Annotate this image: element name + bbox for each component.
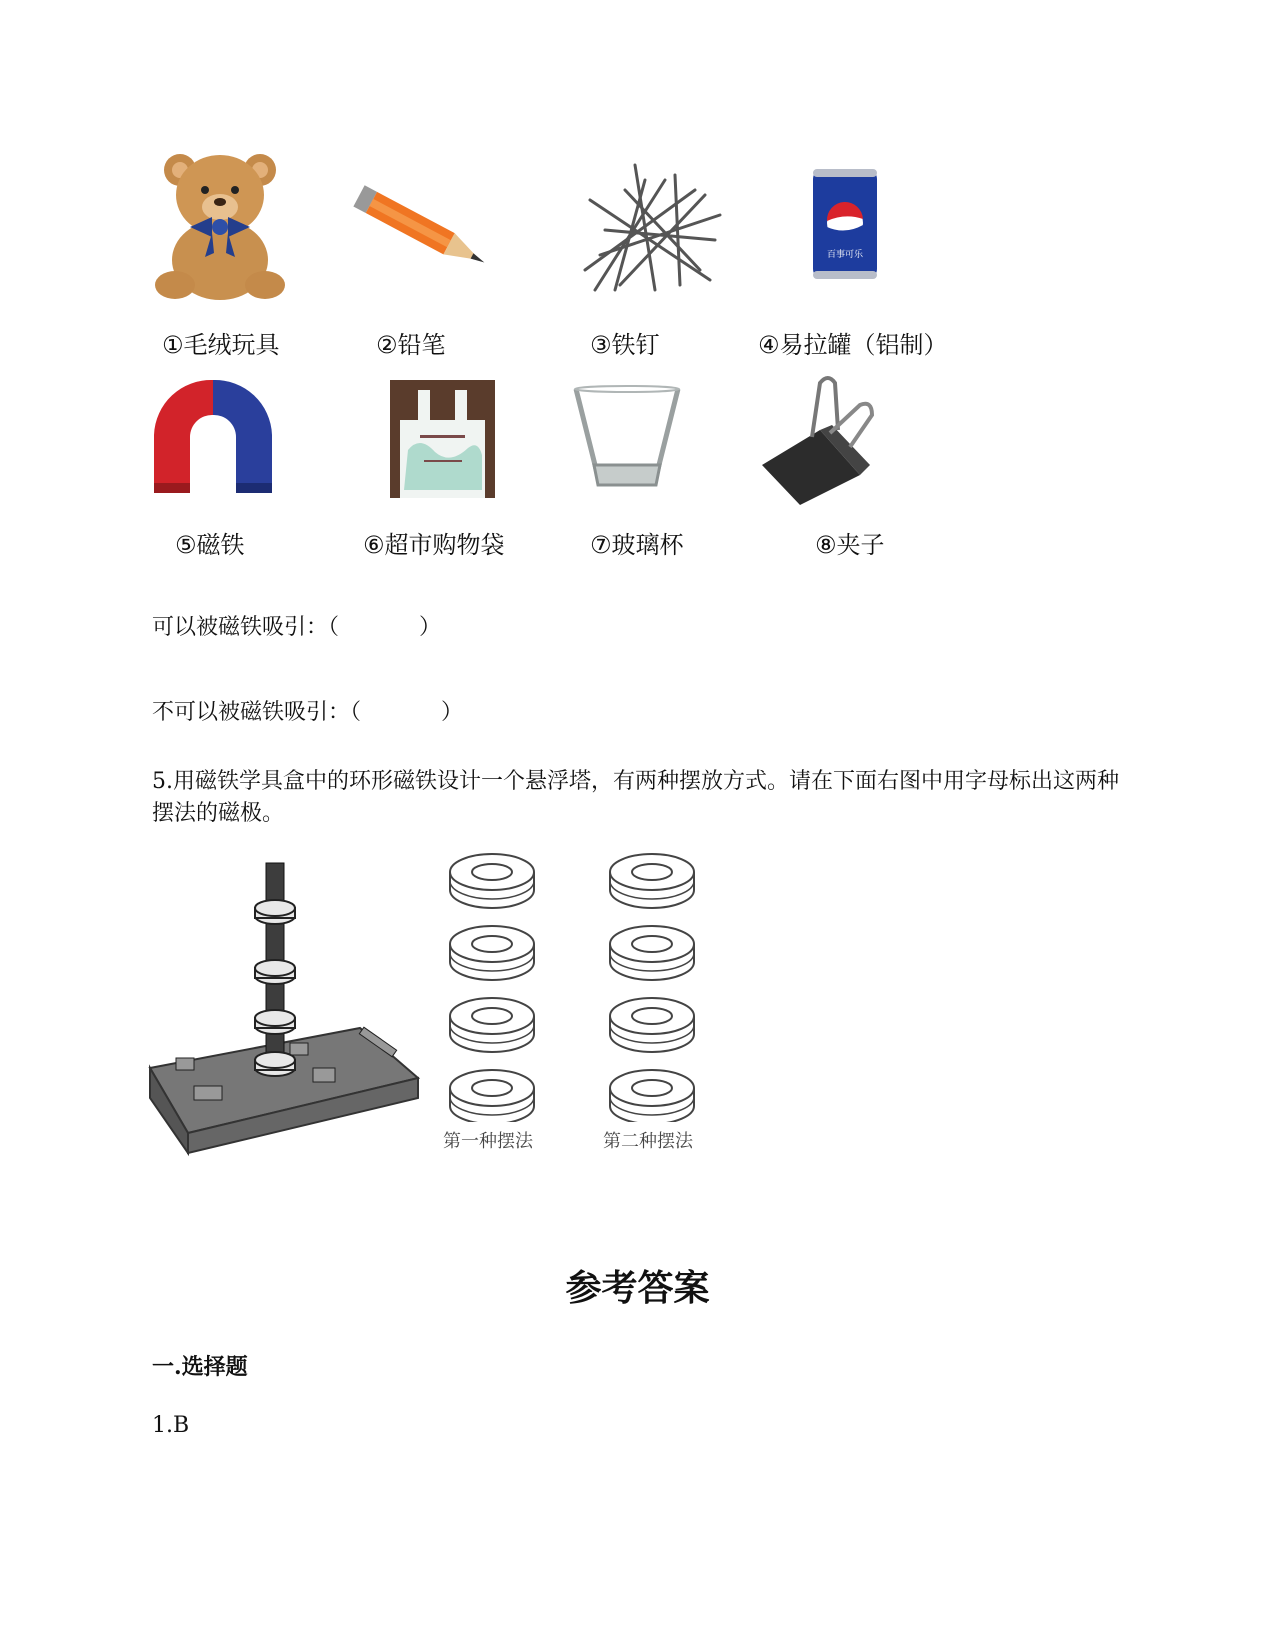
levitation-tower-image bbox=[148, 858, 428, 1158]
not-attract-label: 不可以被磁铁吸引：（ bbox=[152, 700, 362, 725]
attract-line bbox=[152, 610, 441, 641]
ring-stack-second-arrangement bbox=[608, 852, 708, 1122]
caption-magnet: ⑤磁铁 bbox=[175, 531, 245, 559]
teddy-bear-image bbox=[150, 145, 290, 305]
caption-clip: ⑧夹子 bbox=[815, 531, 885, 559]
caption-can: ④易拉罐（铝制） bbox=[758, 331, 948, 359]
not-attract-close: ） bbox=[441, 700, 464, 725]
caption-teddy: ①毛绒玩具 bbox=[162, 331, 280, 359]
iron-nails-image bbox=[575, 160, 725, 300]
horseshoe-magnet-image bbox=[148, 375, 278, 500]
glass-cup-image bbox=[572, 385, 682, 495]
caption-glass: ⑦玻璃杯 bbox=[590, 531, 684, 559]
caption-pencil: ②铅笔 bbox=[376, 331, 446, 359]
shopping-bag-image bbox=[390, 380, 495, 498]
question-5-text: 5.用磁铁学具盒中的环形磁铁设计一个悬浮塔，有两种摆放方式。请在下面右图中用字母标出这两种摆法的磁极。 bbox=[152, 769, 1119, 826]
pencil-image bbox=[342, 180, 512, 285]
binder-clip-image bbox=[760, 375, 880, 505]
not-attract-line bbox=[152, 695, 463, 726]
caption-nails: ③铁钉 bbox=[590, 331, 660, 359]
attract-label: 可以被磁铁吸引：（ bbox=[152, 615, 340, 640]
answers-title: 参考答案 bbox=[565, 1267, 710, 1309]
section-heading: 一.选择题 bbox=[152, 1354, 248, 1380]
caption-first-arrangement: 第一种摆法 bbox=[443, 1131, 533, 1152]
soda-can-image bbox=[805, 165, 885, 285]
caption-second-arrangement: 第二种摆法 bbox=[603, 1131, 693, 1152]
attract-close: ） bbox=[419, 615, 442, 640]
ring-stack-first-arrangement bbox=[448, 852, 548, 1122]
answer-item-1: 1.B bbox=[152, 1413, 190, 1438]
caption-bag: ⑥超市购物袋 bbox=[363, 531, 505, 559]
can-brand-text: 百事可乐 bbox=[826, 250, 864, 260]
